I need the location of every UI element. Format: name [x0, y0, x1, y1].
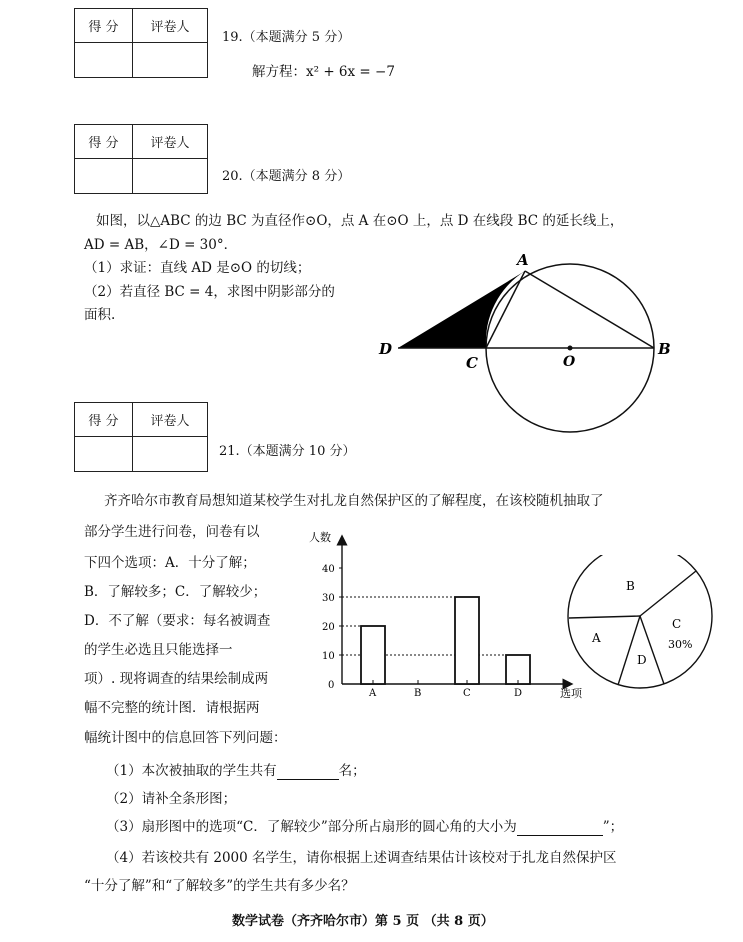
label-a: A	[517, 251, 529, 269]
grader-label: 评卷人	[133, 125, 208, 159]
pie-chart	[565, 555, 715, 705]
y-axis-label: 人数	[309, 531, 331, 544]
q21-sub1	[106, 759, 366, 780]
answer-blank[interactable]	[277, 763, 339, 780]
q21-sub4-cont: “十分了解”和“了解较多”的学生共有多少名？	[84, 878, 355, 894]
grader-label: 评卷人	[133, 403, 208, 437]
q20-statement-line1: 如图，以△ABC 的边 BC 为直径作⊙O，点 A 在⊙O 上，点 D 在线段 BC 的延长线上，	[96, 213, 624, 229]
score-box-21	[74, 402, 208, 472]
q19-equation: 解方程：x² + 6x = −7	[252, 64, 395, 80]
label-b: B	[658, 340, 671, 358]
q21-intro-line: 项）. 现将调查的结果绘制成两	[84, 671, 269, 687]
pie-annotation-c: 30%	[668, 638, 693, 651]
score-cell[interactable]	[75, 437, 133, 472]
page-footer: 数学试卷（齐齐哈尔市）第 5 页 （共 8 页）	[232, 914, 494, 929]
q21-heading: 21.（本题满分 10 分）	[219, 444, 356, 459]
q20-sub2: （2）若直径 BC = 4，求图中阴影部分的	[84, 284, 335, 300]
pie-label-c: C	[672, 617, 682, 631]
q21-intro-line: B．了解较多；C．了解较少；	[84, 584, 267, 600]
label-d: D	[379, 340, 393, 358]
q21-sub2: （2）请补全条形图；	[106, 791, 237, 807]
bar-d	[506, 655, 530, 684]
q20-sub2-cont: 面积.	[84, 307, 116, 323]
y-tick-label: 10	[322, 651, 335, 662]
pie-divider	[640, 571, 696, 616]
score-label: 得 分	[75, 9, 133, 43]
q21-sub1-unit: 名；	[338, 763, 366, 779]
q21-sub1-text: （1）本次被抽取的学生共有	[106, 763, 277, 779]
pie-label-d: D	[637, 653, 647, 667]
y-tick-label: 0	[328, 680, 335, 691]
q21-intro-line: 幅统计图中的信息回答下列问题：	[84, 730, 287, 746]
x-ticks	[368, 680, 522, 699]
y-tick-label: 40	[322, 564, 335, 575]
score-label: 得 分	[75, 403, 133, 437]
grader-label: 评卷人	[133, 9, 208, 43]
y-tick-label: 30	[322, 593, 335, 604]
grader-cell[interactable]	[133, 159, 208, 194]
y-ticks	[322, 564, 342, 691]
q21-intro-line: 的学生必选且只能选择一	[84, 642, 233, 658]
q21-intro-line: 幅不完整的统计图．请根据两	[84, 700, 260, 716]
pie-label-a: A	[592, 631, 601, 645]
x-tick-label: D	[514, 688, 523, 699]
grader-cell[interactable]	[133, 43, 208, 78]
answer-blank[interactable]	[517, 819, 603, 836]
bar-chart	[300, 525, 600, 705]
bar-a	[361, 626, 385, 684]
q20-circle-figure	[370, 250, 690, 445]
pie-divider	[569, 616, 640, 618]
q21-intro-first: 齐齐哈尔市教育局想知道某校学生对扎龙自然保护区的了解程度，在该校随机抽取了	[104, 493, 604, 509]
score-label: 得 分	[75, 125, 133, 159]
q21-intro-line: 部分学生进行问卷，问卷有以	[84, 524, 260, 540]
q21-sub3-text: （3）扇形图中的选项“C．了解较少”部分所占扇形的圆心角的大小为	[106, 819, 517, 835]
q21-sub3	[106, 815, 623, 836]
pie-label-b: B	[626, 579, 635, 593]
q19-heading: 19.（本题满分 5 分）	[222, 30, 351, 45]
x-tick-label: A	[369, 688, 377, 699]
q20-heading: 20.（本题满分 8 分）	[222, 169, 351, 184]
score-box-20	[74, 124, 208, 194]
q21-intro-line: 下四个选项：A．十分了解；	[84, 555, 256, 571]
segment-ab	[525, 271, 654, 348]
q21-intro-line: D．不了解（要求：每名被调查	[84, 613, 271, 629]
grader-cell[interactable]	[133, 437, 208, 472]
score-cell[interactable]	[75, 43, 133, 78]
q21-sub4: （4）若该校共有 2000 名学生，请你根据上述调查结果估计该校对于扎龙自然保护区	[106, 850, 617, 866]
y-tick-label: 20	[322, 622, 335, 633]
x-tick-label: B	[414, 688, 422, 699]
x-tick-label: C	[463, 688, 471, 699]
score-cell[interactable]	[75, 159, 133, 194]
bar-c	[455, 597, 479, 684]
pie-divider	[618, 616, 640, 685]
label-c: C	[466, 354, 478, 372]
label-o: O	[563, 354, 576, 370]
pie-divider	[640, 616, 664, 684]
x-axis-label: 选项	[560, 687, 582, 700]
q20-sub1: （1）求证：直线 AD 是⊙O 的切线；	[84, 260, 311, 276]
q21-sub3-end: ”；	[602, 819, 624, 835]
q20-statement-line2: AD = AB，∠D = 30°．	[84, 237, 238, 253]
center-dot	[568, 346, 573, 351]
bars	[361, 597, 530, 684]
score-box-19	[74, 8, 208, 78]
